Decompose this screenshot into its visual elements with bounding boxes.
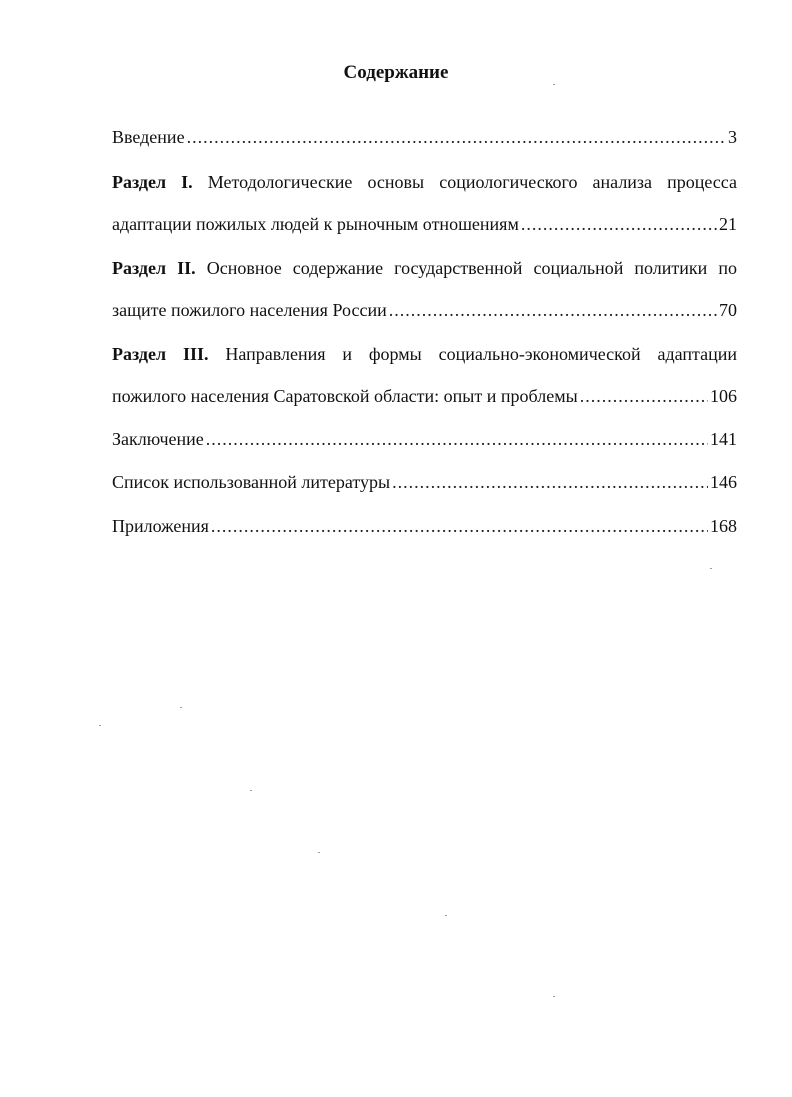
toc-leader-dots	[392, 469, 708, 495]
toc-entry-introduction	[112, 124, 737, 150]
toc-leader-dots	[211, 513, 708, 539]
scan-speck	[318, 852, 320, 853]
toc-leader-dots	[389, 297, 717, 323]
toc-section-title-part-1: Основное содержание государственной социальной политики по	[206, 258, 737, 278]
toc-entry-section-2-line-1	[112, 255, 737, 281]
toc-entry-section-3-line-2	[112, 383, 737, 409]
toc-entry-bibliography	[112, 469, 737, 495]
toc-entry-section-2-line-2	[112, 297, 737, 323]
toc-entry-appendices	[112, 513, 737, 539]
scan-speck	[445, 915, 447, 916]
toc-entry-text: Введение	[112, 127, 185, 147]
toc-leader-dots	[206, 426, 708, 452]
toc-section-title-part-2: защите пожилого населения России	[112, 300, 387, 320]
toc-leader-dots	[187, 124, 726, 150]
toc-page-number: 146	[710, 472, 737, 492]
toc-section-title-part-2: адаптации пожилых людей к рыночным отношениям	[112, 214, 519, 234]
scan-speck	[710, 568, 712, 569]
toc-page-number: 3	[728, 127, 737, 147]
toc-section-label: Раздел I.	[112, 172, 193, 192]
scan-speck	[180, 707, 182, 708]
toc-section-label: Раздел II.	[112, 258, 196, 278]
scan-speck	[99, 725, 101, 726]
toc-entry-text: Список использованной литературы	[112, 472, 391, 492]
toc-entry-section-1-line-2	[112, 211, 737, 237]
toc-section-label: Раздел III.	[112, 344, 209, 364]
toc-entry-section-3-line-1	[112, 341, 737, 367]
toc-entry-text: Заключение	[112, 429, 204, 449]
page-title: Содержание	[343, 62, 449, 83]
toc-entry-section-1-line-1	[112, 169, 737, 195]
toc-leader-dots	[580, 383, 708, 409]
scan-speck	[553, 996, 555, 997]
toc-page-number: 141	[710, 429, 737, 449]
toc-section-title-part-1: Методологические основы социологического анализа процесса	[207, 172, 737, 192]
scan-speck	[553, 84, 555, 85]
toc-page-number: 168	[710, 516, 737, 536]
toc-page-number: 21	[719, 214, 737, 234]
scan-speck	[250, 790, 252, 791]
toc-leader-dots	[521, 211, 717, 237]
toc-section-title-part-1: Направления и формы социально-экономической адаптации	[225, 344, 738, 364]
toc-section-title-part-2: пожилого населения Саратовской области: опыт и проблемы	[112, 386, 578, 406]
toc-entry-conclusion	[112, 426, 737, 452]
toc-page-number: 106	[710, 386, 737, 406]
toc-entry-text: Приложения	[112, 516, 209, 536]
toc-page-number: 70	[719, 300, 737, 320]
